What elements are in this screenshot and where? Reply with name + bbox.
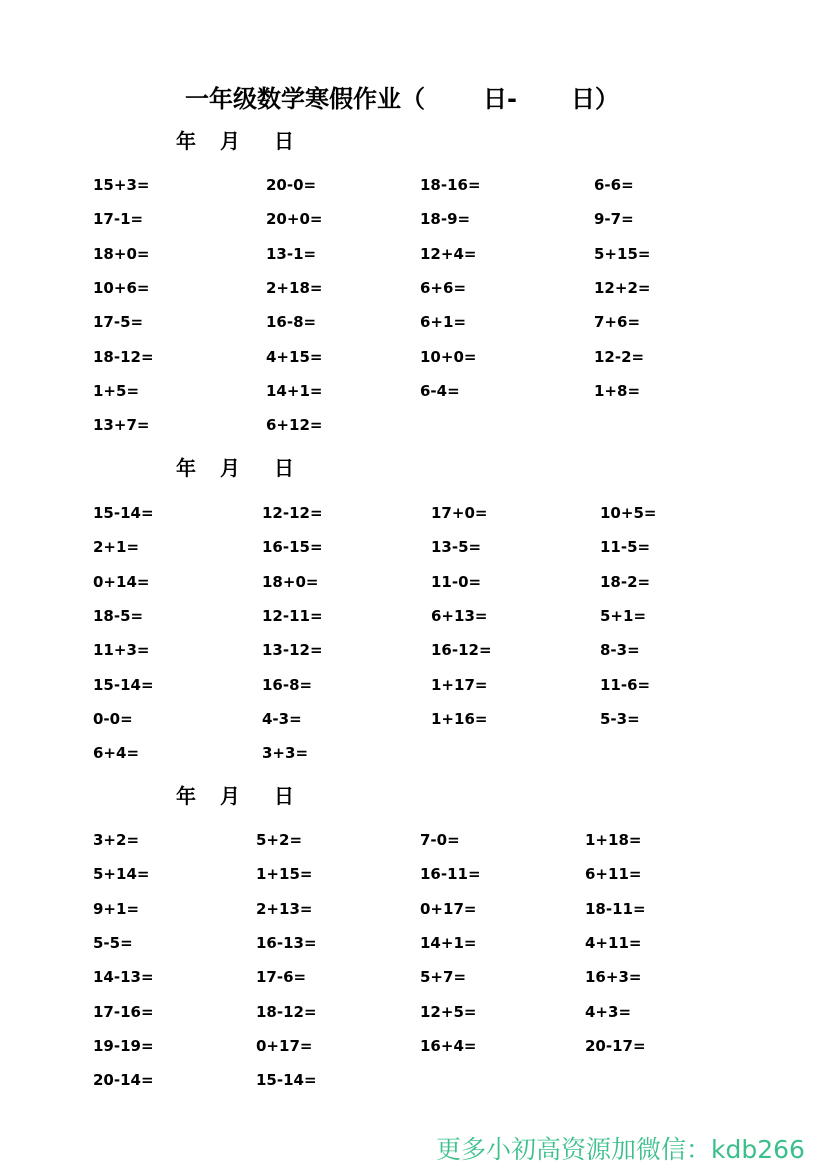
math-problem: 6-4= [420, 381, 460, 400]
math-problem: 2+1= [93, 538, 140, 557]
math-problem: 4+3= [585, 1002, 632, 1021]
math-problem: 17-5= [93, 313, 144, 332]
math-problem: 5+7= [420, 968, 467, 987]
math-problem: 20+0= [266, 210, 323, 229]
math-problem: 4+15= [266, 347, 323, 366]
math-problem: 5+2= [256, 831, 303, 849]
math-problem: 12-2= [594, 347, 645, 366]
math-problem: 6+11= [585, 865, 642, 884]
math-problem: 0+17= [256, 1036, 313, 1055]
math-problem: 0+17= [420, 899, 477, 918]
math-problem: 4+11= [585, 933, 642, 952]
math-problem: 2+18= [266, 278, 323, 297]
math-problem: 11-0= [431, 572, 482, 591]
math-problem: 9-7= [594, 210, 634, 229]
math-problem: 4-3= [262, 709, 302, 728]
footer-contact: 更多小初高资源加微信：kdb266 [436, 1135, 805, 1164]
math-problem: 11-6= [600, 675, 651, 694]
math-problem: 9+1= [93, 899, 140, 918]
math-problem: 20-14= [93, 1071, 154, 1090]
math-problem: 19-19= [93, 1036, 154, 1055]
title-date-start: 日- [483, 85, 517, 113]
math-problem: 16-8= [262, 675, 313, 694]
math-problem: 6+6= [420, 278, 467, 297]
math-problem: 1+16= [431, 709, 488, 728]
math-problem: 11-5= [600, 538, 651, 557]
math-problem: 18-12= [256, 1002, 317, 1021]
date-line-2 [176, 456, 294, 480]
math-problem: 18-11= [585, 899, 646, 918]
worksheet-title [185, 84, 619, 114]
math-problem: 6+12= [266, 416, 323, 435]
math-problem: 1+5= [93, 381, 140, 400]
math-problem: 12+5= [420, 1002, 477, 1021]
date-day-label: 日 [274, 456, 294, 480]
math-problem: 7-0= [420, 831, 460, 849]
math-problem: 18-2= [600, 572, 651, 591]
math-problem: 11+3= [93, 641, 150, 660]
math-problem: 17-1= [93, 210, 144, 229]
math-problem: 6+1= [420, 313, 467, 332]
math-problem: 6+13= [431, 606, 488, 625]
math-problem: 16-11= [420, 865, 481, 884]
math-problem: 15-14= [93, 504, 154, 522]
math-problem: 12-11= [262, 606, 323, 625]
math-problem: 16+4= [420, 1036, 477, 1055]
math-problem: 15+3= [93, 176, 150, 194]
math-problem: 6-6= [594, 176, 634, 194]
math-problem: 17-6= [256, 968, 307, 987]
math-problem: 14+1= [266, 381, 323, 400]
math-problem: 18-16= [420, 176, 481, 194]
date-line-3 [176, 784, 294, 808]
math-problem: 10+6= [93, 278, 150, 297]
math-problem: 10+5= [600, 504, 657, 522]
math-problem: 16+3= [585, 968, 642, 987]
date-line-1 [176, 129, 294, 153]
math-problem: 12+4= [420, 244, 477, 263]
math-problem: 0+14= [93, 572, 150, 591]
math-problem: 13+7= [93, 416, 150, 435]
math-problem: 16-15= [262, 538, 323, 557]
math-problem: 1+15= [256, 865, 313, 884]
math-problem: 18-12= [93, 347, 154, 366]
math-problem: 17+0= [431, 504, 488, 522]
math-problem: 0-0= [93, 709, 133, 728]
math-problem: 2+13= [256, 899, 313, 918]
date-month-label: 月 [220, 784, 240, 808]
date-month-label: 月 [220, 129, 240, 153]
math-problem: 6+4= [93, 744, 140, 763]
math-problem: 5+14= [93, 865, 150, 884]
math-problem: 5+15= [594, 244, 651, 263]
math-problem: 5-3= [600, 709, 640, 728]
math-problem: 18+0= [93, 244, 150, 263]
math-problem: 1+8= [594, 381, 641, 400]
math-problem: 14+1= [420, 933, 477, 952]
date-year-label: 年 [176, 784, 196, 808]
math-problem: 15-14= [93, 675, 154, 694]
date-day-label: 日 [274, 129, 294, 153]
math-problem: 7+6= [594, 313, 641, 332]
math-problem: 1+17= [431, 675, 488, 694]
math-problem: 5+1= [600, 606, 647, 625]
date-month-label: 月 [220, 456, 240, 480]
title-main: 一年级数学寒假作业（ [185, 85, 425, 113]
math-problem: 16-13= [256, 933, 317, 952]
math-problem: 13-5= [431, 538, 482, 557]
math-problem: 15-14= [256, 1071, 317, 1090]
math-problem: 12+2= [594, 278, 651, 297]
math-problem: 3+3= [262, 744, 309, 763]
date-year-label: 年 [176, 129, 196, 153]
math-problem: 20-17= [585, 1036, 646, 1055]
title-date-end: 日） [570, 85, 619, 113]
math-problem: 13-12= [262, 641, 323, 660]
math-problem: 12-12= [262, 504, 323, 522]
math-problem: 5-5= [93, 933, 133, 952]
math-problem: 8-3= [600, 641, 640, 660]
date-day-label: 日 [274, 784, 294, 808]
math-problem: 3+2= [93, 831, 140, 849]
math-problem: 20-0= [266, 176, 317, 194]
math-problem: 18-5= [93, 606, 144, 625]
math-problem: 16-12= [431, 641, 492, 660]
math-problem: 13-1= [266, 244, 317, 263]
math-problem: 17-16= [93, 1002, 154, 1021]
math-problem: 1+18= [585, 831, 642, 849]
math-problem: 10+0= [420, 347, 477, 366]
math-problem: 14-13= [93, 968, 154, 987]
math-problem: 18+0= [262, 572, 319, 591]
math-problem: 18-9= [420, 210, 471, 229]
date-year-label: 年 [176, 456, 196, 480]
math-problem: 16-8= [266, 313, 317, 332]
